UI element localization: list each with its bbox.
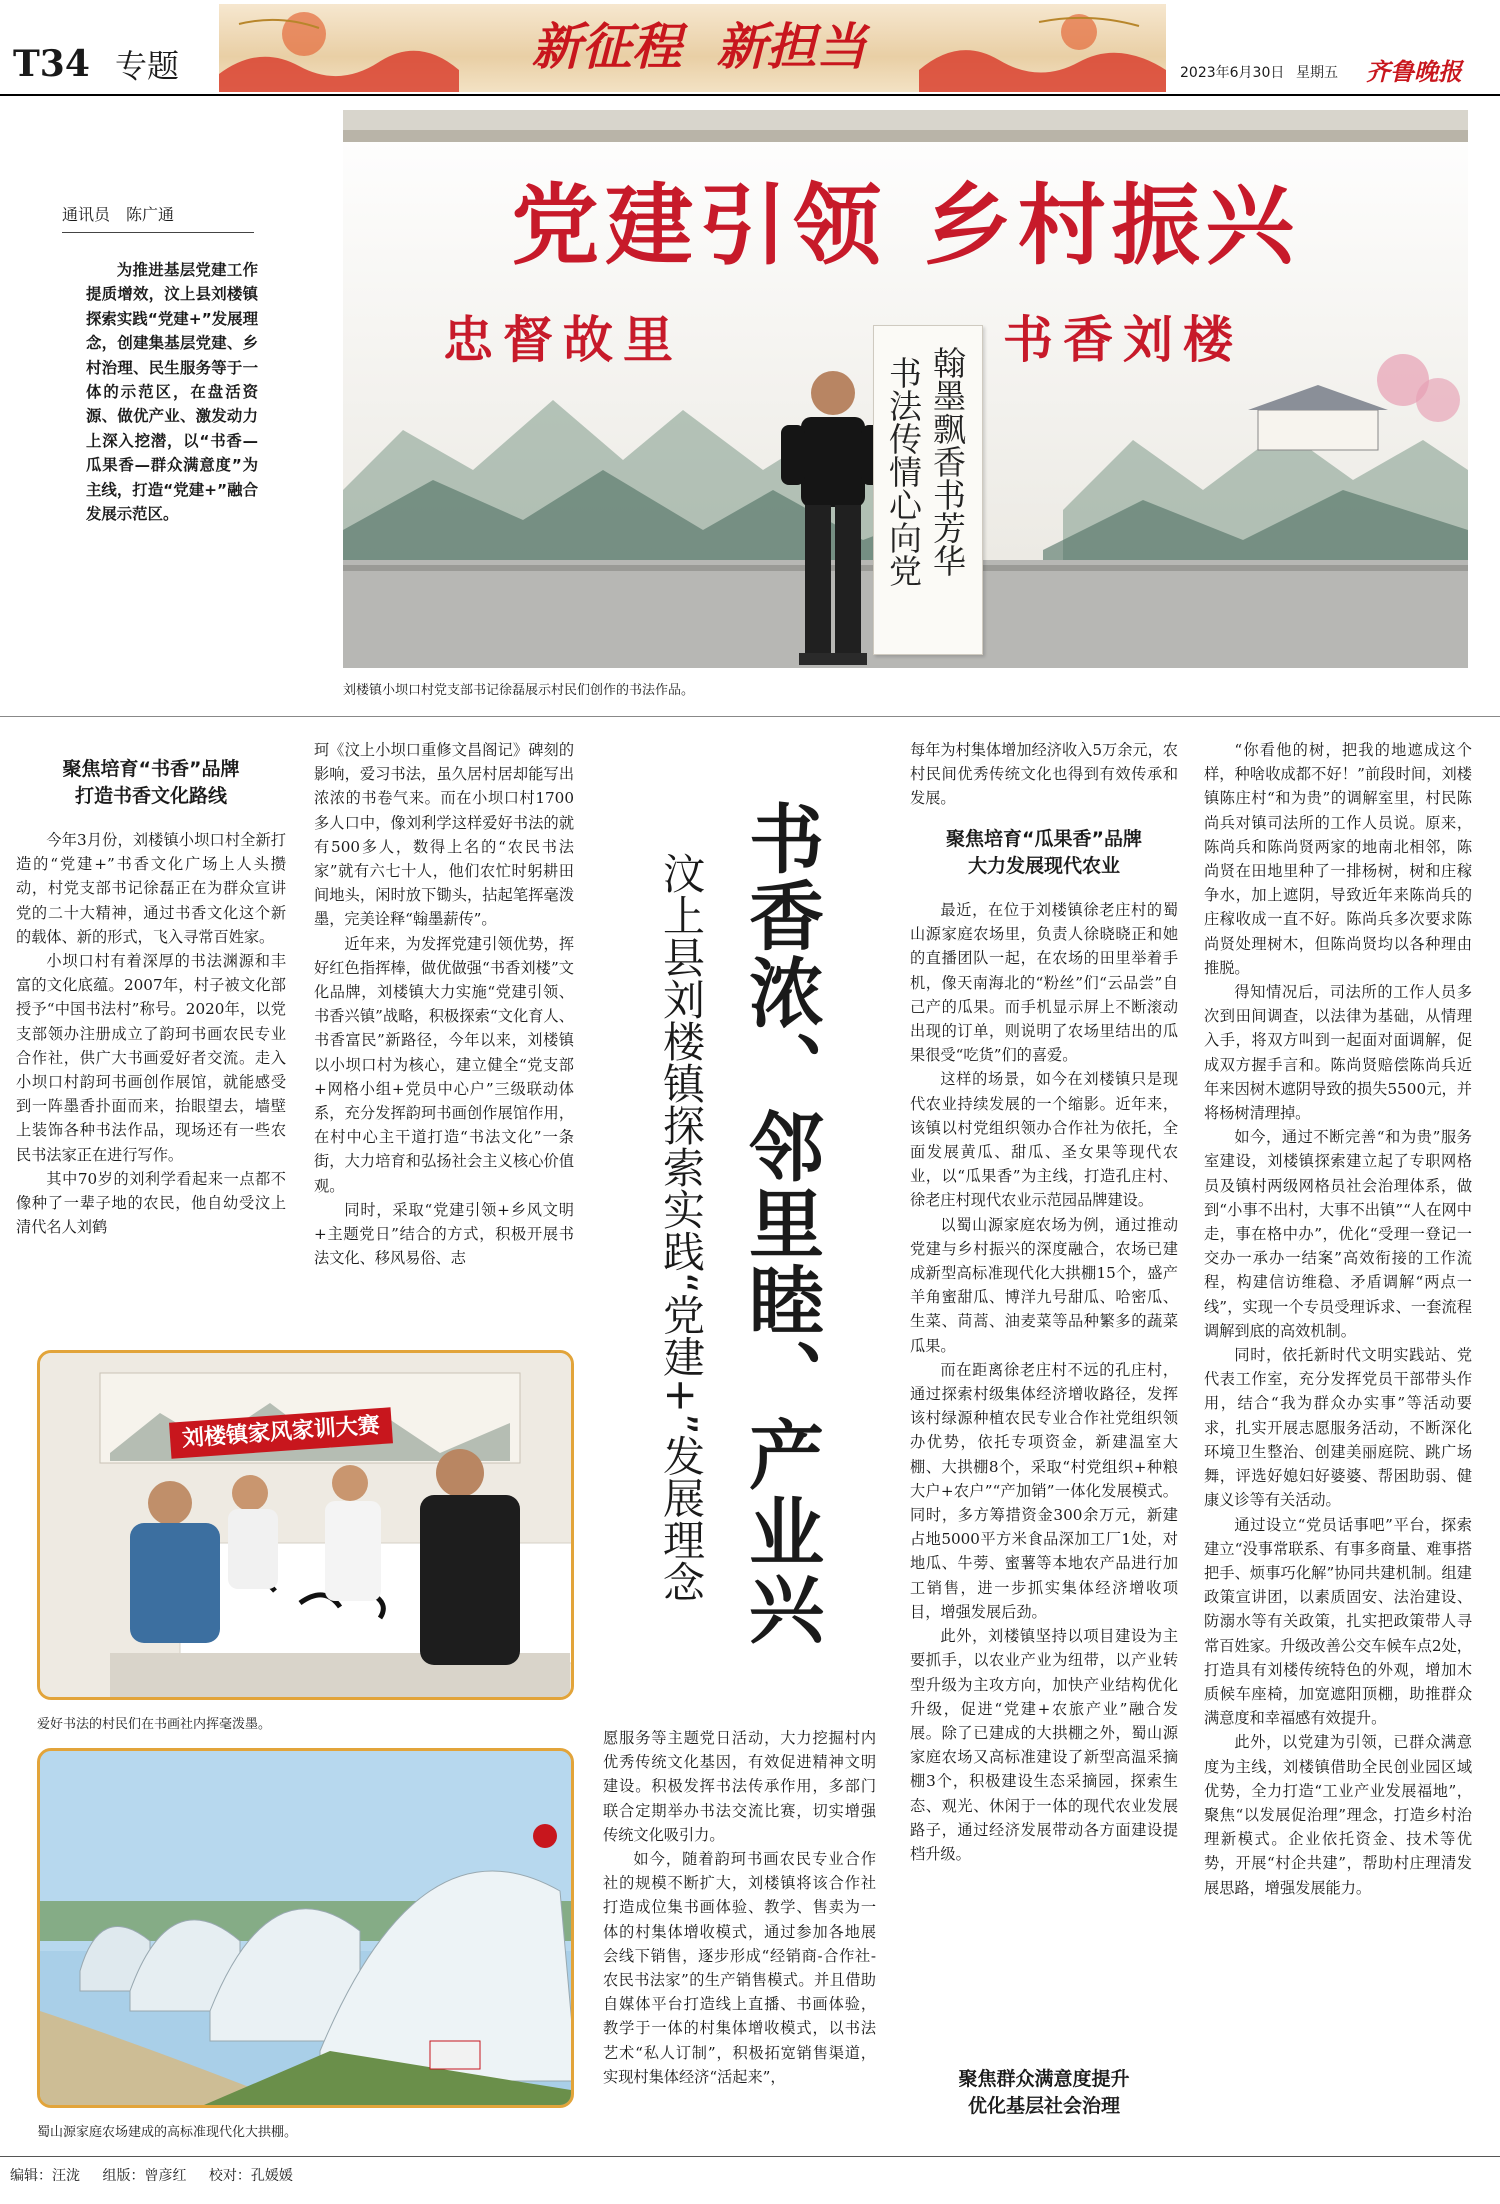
- class-scene: [40, 1353, 574, 1700]
- wall-slogan: 党建引领 乡村振兴: [511, 173, 1300, 277]
- footer-proof: 校对：孔媛媛: [208, 2168, 293, 2184]
- greenhouse-scene: [40, 1751, 574, 2108]
- class-banner: 刘楼镇家风家训大赛: [169, 1407, 393, 1458]
- calligraphy-scroll: [873, 325, 983, 655]
- banner-slogan: 新征程 新担当: [531, 17, 867, 76]
- article-subtitle: 汶上县刘楼镇探索实践“党建+”发展理念: [657, 852, 706, 1603]
- section1-heading: 聚焦培育“书香”品牌 打造书香文化路线: [62, 758, 240, 807]
- page-number: T34: [13, 43, 90, 85]
- page-header: [0, 0, 1500, 96]
- photo-calligraphy-class: [37, 1350, 574, 1700]
- wall-text-left: 忠督故里: [443, 310, 683, 369]
- article-title: 书香浓、邻里睦、产业兴: [737, 800, 825, 1647]
- column-2: 珂《汶上小坝口重修文昌阁记》碑刻的影响，爱习书法，虽久居村居却能写出浓浓的书卷气来。而在小坝口村1700多人口中，像刘利学这样爱好书法的就有500多人，数得上名的“农民书法家”就有六七十人，他们农忙时躬耕田间地头，闲时放下锄头，拈起笔挥毫泼墨，完美诠释“翰墨薪传”。 近年来，为发挥党建引领优势，挥好红色指挥棒，做优做强“书香刘楼”文化品牌，刘楼镇大力实施“党建引领、书香兴镇”战略，积极探索“文化育人、书香富民”新路径，今年以来，刘楼镇以小坝口村为核心，建立健全“党支部+网格小组+党员中心户”三级联动体系，充分发挥韵珂书画创作展馆作用，在村中心主干道打造“书法文化”一条街，大力培育和弘扬社会主义核心价值观。 同时，采取“党建引领+乡风文明+主题党日”结合的方式，积极开展书法文化、移风易俗、志: [314, 741, 574, 1268]
- newspaper-name: 齐鲁晚报: [1366, 57, 1462, 86]
- column-5: “你看他的树，把我的地遮成这个样，种啥收成都不好！”前段时间，刘楼镇陈庄村“和为贵”的调解室里，村民陈尚兵对镇司法所的工作人员说。原来，陈尚兵和陈尚贤两家的地南北相邻，陈尚贤在田地里种了一排杨树，树和庄稼争水，加上遮阴，导致近年来陈尚兵的庄稼收成一直不好。陈尚兵多次要求陈尚贤处理树木，但陈尚贤均以各种理由推脱。 得知情况后，司法所的工作人员多次到田间调查，以法律为基础，从情理入手，将双方叫到一起面对面调解，促成双方握手言和。陈尚贤赔偿陈尚兵近年来因树木遮阴导致的损失5500元，并将杨树清理掉。 如今，通过不断完善“和为贵”服务室建设，刘楼镇探索建立起了专职网格员及镇村两级网格员社会治理体系，做到“小事不出村，大事不出镇”“人在网中走，事在格中办”，优化“受理一登记一交办一承办一结案”高效衔接的工作流程，构建信访维稳、矛盾调解“两点一线”，实现一个专员受理诉求、一套流程调解到底的高效机制。 同时，依托新时代文明实践站、党代表工作室，充分发挥党员干部带头作用，结合“我为群众办实事”等活动要求，扎实开展志愿服务活动，不断深化环境卫生整治、创建美丽庭院、跳广场舞，评选好媳妇好婆婆、帮困助弱、健康义诊等有关活动。 通过设立“党员话事吧”平台，探索建立“没事常联系、有事多商量、难事搭把手、烦事巧化解”协同共建机制。组建政策宣讲团，以素质固安、法治建设、防溺水等有关政策，扎实把政策带人寻常百姓家。升级改善公交车候车点2处，打造具有刘楼传统特色的外观，增加木质候车座椅，加宽遮阳顶棚，助推群众满意度和幸福感有效提升。 此外，以党建为引领，已群众满意度为主线，刘楼镇借助全民创业园区域优势，全力打造“工业产业发展福地”，聚焦“以发展促治理”理念，打造乡村治理新模式。企业依托资金、技术等优势，开展“村企共建”，帮助村庄理清发展思路，增强发展能力。: [1204, 741, 1472, 1897]
- column-4: 每年为村集体增加经济收入5万余元，农村民间优秀传统文化也得到有效传承和发展。: [910, 741, 1178, 808]
- header-banner: [219, 4, 1166, 92]
- column-1: 今年3月份，刘楼镇小坝口村全新打造的“党建+”书香文化广场上人头攒动，村党支部书记徐磊正在为群众宣讲党的二十大精神，通过书香文化这个新的载体、新的形式，飞入寻常百姓家。 小坝口村有着深厚的书法渊源和丰富的文化底蕴。2007年，村子被文化部授予“中国书法村”称号。2020年，以党支部领办注册成立了韵珂书画农民专业合作社，供广大书画爱好者交流。走入小坝口村韵珂书画创作展馆，就能感受到一阵墨香扑面而来，抬眼望去，墙壁上装饰各种书法作品，现场还有一些农民书法家正在进行写作。 其中70岁的刘利学看起来一点都不像种了一辈子地的农民，他自幼受汶上清代名人刘鹤: [16, 831, 286, 1237]
- footer-layout: 组版：曾彦红: [102, 2168, 187, 2184]
- photo-greenhouse: [37, 1748, 574, 2108]
- photo2-caption: 爱好书法的村民们在书画社内挥毫泼墨。: [37, 1717, 272, 1732]
- wall-text-right: 书香刘楼: [1003, 310, 1243, 369]
- footer-credits: [10, 2166, 293, 2186]
- column-3: 愿服务等主题党日活动，大力挖掘村内优秀传统文化基因，有效促进精神文明建设。积极发挥书法传承作用，多部门联合定期举办书法交流比赛，切实增强传统文化吸引力。 如今，随着韵珂书画农民专业合作社的规模不断扩大，刘楼镇将该合作社打造成位集书画体验、教学、售卖为一体的村集体增收模式，通过参加各地展会线下销售，逐步形成“经销商-合作社-农民书法家”的生产销售模式。并且借助自媒体平台打造线上直播、书画体验，教学于一体的村集体增收模式，以书法艺术“私人订制”，积极拓宽销售渠道，实现村集体经济“活起来”，: [603, 1729, 876, 2086]
- byline-rule: [62, 232, 254, 233]
- section-name: 专题: [115, 47, 180, 85]
- footer-rule: [0, 2156, 1500, 2157]
- photo-calligraphy-wall: [343, 110, 1468, 668]
- byline: 通讯员 陈广通: [62, 205, 175, 224]
- lead-paragraph: 为推进基层党建工作提质增效，汶上县刘楼镇探索实践“党建+”发展理念，创建集基层党建、乡村治理、民生服务等于一体的示范区，在盘活资源、做优产业、激发动力上深入挖潜，以“书香—瓜果香—群众满意度”为主线，打造“党建+”融合发展示范区。: [86, 261, 258, 524]
- section2-heading: 聚焦培育“瓜果香”品牌 大力发展现代农业: [946, 828, 1142, 877]
- photo3-caption: 蜀山源家庭农场建成的高标准现代化大拱棚。: [37, 2125, 298, 2140]
- footer-editor: 编辑：汪泷: [10, 2168, 80, 2184]
- photo1-caption: 刘楼镇小坝口村党支部书记徐磊展示村民们创作的书法作品。: [343, 683, 695, 698]
- issue-date: 2023年6月30日: [1180, 65, 1285, 81]
- issue-weekday: 星期五: [1296, 65, 1338, 81]
- section3-heading: 聚焦群众满意度提升 优化基层社会治理: [958, 2068, 1130, 2117]
- column-4-body: 最近，在位于刘楼镇徐老庄村的蜀山源家庭农场里，负责人徐晓晓正和她的直播团队一起，在农场的田里举着手机，像天南海北的“粉丝”们“云品尝”自己产的瓜果。而手机显示屏上不断滚动出现的订单，则说明了农场里结出的瓜果很受“吃货”们的喜爱。 这样的场景，如今在刘楼镇只是现代农业持续发展的一个缩影。近年来，该镇以村党组织领办合作社为依托，全面发展黄瓜、甜瓜、圣女果等现代农业，以“瓜果香”为主线，打造孔庄村、徐老庄村现代农业示范园品牌建设。 以蜀山源家庭农场为例，通过推动党建与乡村振兴的深度融合，农场已建成新型高标准现代化大拱棚15个，盛产羊角蜜甜瓜、博洋九号甜瓜、哈密瓜、生菜、苘蒿、油麦菜等品种繁多的蔬菜瓜果。 而在距离徐老庄村不远的孔庄村，通过探索村级集体经济增收路径，发挥该村绿源种植农民专业合作社党组织领办优势，依托专项资金，新建温室大棚、大拱棚8个，采取“村党组织+种粮大户+农户”“产加销”一体化发展模式。同时，多方筹措资金300余万元，新建占地5000平方米食品深加工厂1处，对地瓜、牛蒡、蜜薯等本地农产品进行加工销售，进一步抓实集体经济增收项目，增强发展后劲。 此外，刘楼镇坚持以项目建设为主要抓手，以农业产业为纽带，以产业转型升级为主攻方向，加快产业结构优化升级，促进“党建+农旅产业”融合发展。除了已建成的大拱棚之外，蜀山源家庭农场又高标准建设了新型高温采摘棚3个，积极建设生态采摘园，探索生态、观光、休闲于一体的现代农业发展路子，通过经济发展带动各方面建设提档升级。: [910, 901, 1178, 1863]
- header-rule: [0, 94, 1500, 96]
- body-top-rule: [0, 716, 1500, 717]
- scroll-line-2: 书法传情心向党: [884, 356, 923, 587]
- scroll-line-1: 翰墨飘香书芳华: [928, 346, 967, 577]
